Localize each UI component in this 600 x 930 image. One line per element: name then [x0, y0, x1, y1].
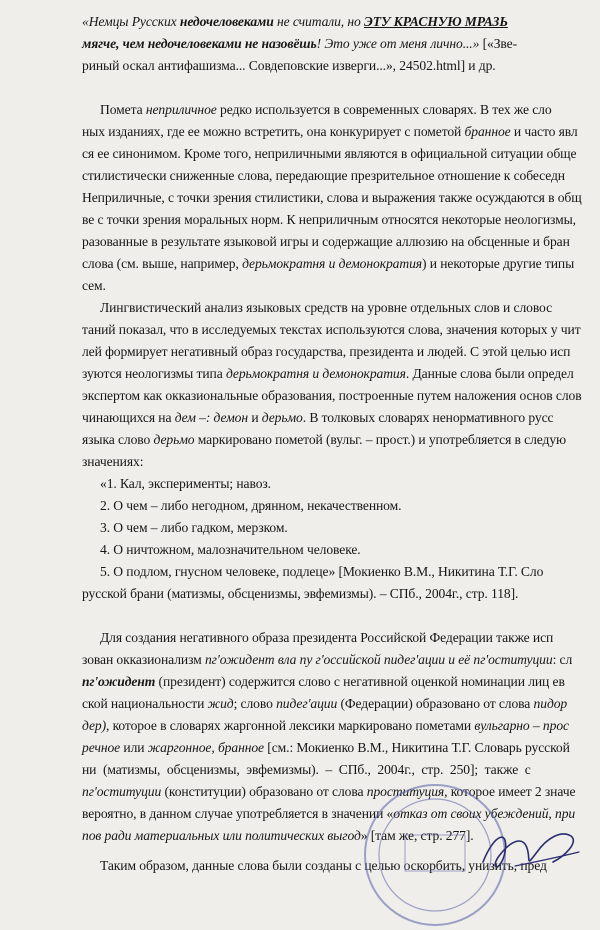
text-line: [0, 254, 600, 274]
text-segment: недочеловеками: [179, 14, 274, 29]
text-segment: ; слово: [233, 696, 277, 711]
text-line: [0, 856, 600, 876]
text-line: [0, 166, 600, 186]
text-segment: [«Зве-: [482, 36, 518, 51]
text-line: [0, 738, 600, 758]
text-segment: пов ради материальных или политических выгод: [82, 828, 361, 843]
text-segment: [см.: Мокиенко В.М., Никитина Т.Г. Словарь русской: [264, 740, 570, 755]
text-line: [0, 584, 600, 604]
text-segment: лей формирует негативный образ государства, президента и людей. С этой целью исп: [82, 344, 571, 359]
text-line: [0, 518, 600, 538]
text-line: [0, 562, 600, 582]
text-segment: вульгарно – прос: [474, 718, 569, 733]
text-segment: стилистически сниженные слова, передающие презрительное отношение к собеседн: [82, 168, 565, 183]
text-segment: (президент) содержится слово с негативной оценкой номинации лиц ев: [155, 674, 565, 689]
text-segment: ся ее синонимом. Кроме того, неприличными являются в официальной ситуации обще: [82, 146, 577, 161]
text-segment: маркировано пометой (вульг. – прост.) и употребляется в следую: [194, 432, 567, 447]
text-segment: проституция: [366, 784, 445, 799]
text-segment: или: [120, 740, 148, 755]
text-segment: неприличное: [145, 102, 217, 117]
text-segment: 2. О чем – либо негодном, дрянном, некачественном.: [100, 498, 402, 513]
text-segment: Таким образом, данные слова были созданы с целью оскорбить, унизить, пред: [100, 858, 547, 873]
text-segment: не считали, но: [273, 14, 365, 29]
text-segment: редко используется в современных словарях. В тех же сло: [216, 102, 552, 117]
text-segment: дерьмократня и демонократия: [225, 366, 406, 381]
text-segment: . Данные слова были определ: [405, 366, 574, 381]
text-line: [0, 650, 600, 670]
text-segment: зован окказионализм: [82, 652, 205, 667]
text-line: [0, 782, 600, 802]
text-segment: вероятно, в данном случае употребляется в значении «: [82, 806, 394, 821]
text-line: [0, 144, 600, 164]
text-segment: «1. Кал, эксперименты; навоз.: [100, 476, 271, 491]
text-segment: ЭТУ КРАСНУЮ МРАЗЬ: [364, 14, 508, 29]
text-segment: : сл: [552, 652, 573, 667]
text-segment: Неприличные, с точки зрения стилистики, слова и выражения также осуждаются в общ: [82, 190, 582, 205]
text-line: [0, 628, 600, 648]
text-segment: риный оскал антифашизма... Совдеповские изверги...», 24502.html] и др.: [82, 58, 496, 73]
text-segment: жаргонное, бранное: [147, 740, 264, 755]
text-segment: пидор: [533, 696, 568, 711]
text-segment: русской брани (матизмы, обсценизмы, эвфемизмы). – СПб., 2004г., стр. 118].: [82, 586, 519, 601]
text-segment: речное: [82, 740, 121, 755]
text-segment: 3. О чем – либо гадком, мерзком.: [100, 520, 288, 535]
text-segment: (конституции) образовано от слова: [161, 784, 367, 799]
text-segment: жид: [207, 696, 234, 711]
text-line: [0, 320, 600, 340]
text-segment: дем –: демон: [174, 410, 249, 425]
text-line: [0, 804, 600, 824]
text-segment: Лингвистический анализ языковых средств на уровне отдельных слов и словос: [100, 300, 553, 315]
text-segment: слова (см. выше, например,: [82, 256, 243, 271]
text-line: [0, 210, 600, 230]
text-line: [0, 540, 600, 560]
text-segment: дерьмократня и демонократия: [242, 256, 423, 271]
text-line: [0, 276, 600, 296]
text-segment: ской национальности: [82, 696, 208, 711]
text-segment: ! Это уже от меня лично...»: [316, 36, 483, 51]
text-segment: дерьмо: [261, 410, 303, 425]
text-segment: ни (матизмы, обсценизмы, эвфемизмы). – СПб., 2004г., стр. 250]; также с: [82, 762, 531, 777]
text-segment: 5. О подлом, гнусном человеке, подлеце» [Мокиенко В.М., Никитина Т.Г. Сло: [100, 564, 544, 579]
text-segment: значениях:: [82, 454, 144, 469]
text-segment: языка слово: [82, 432, 154, 447]
text-segment: ) и некоторые другие типы: [422, 256, 575, 271]
text-line: [0, 364, 600, 384]
text-segment: » [там же, стр. 277].: [360, 828, 474, 843]
text-line: [0, 34, 600, 54]
text-segment: чинающихся на: [82, 410, 175, 425]
text-segment: дерьмо: [153, 432, 195, 447]
text-segment: ве с точки зрения моральных норм. К неприличным относятся некоторые неологизмы,: [82, 212, 576, 227]
text-segment: сем.: [82, 278, 106, 293]
text-segment: пг'ожидент вла пу г'оссийской пидег'ации и её пг'оституции: [204, 652, 553, 667]
text-line: [0, 452, 600, 472]
text-segment: 4. О ничтожном, малозначительном человеке.: [100, 542, 361, 557]
text-segment: экспертом как окказиональные образования, построенные путем наложения основ слов: [82, 388, 582, 403]
text-line: [0, 12, 600, 32]
text-segment: отказ от своих убеждений, при: [393, 806, 576, 821]
text-line: [0, 188, 600, 208]
text-segment: . В толковых словарях ненормативного русс: [302, 410, 554, 425]
text-segment: мягче, чем недочеловеками не назовёшь: [82, 36, 317, 51]
text-segment: таний показал, что в исследуемых текстах используются слова, значения которых у чит: [82, 322, 581, 337]
text-segment: зуются неологизмы типа: [82, 366, 226, 381]
text-segment: и: [248, 410, 262, 425]
text-line: [0, 100, 600, 120]
text-segment: Немцы Русских: [88, 14, 180, 29]
text-line: [0, 496, 600, 516]
text-line: [0, 56, 600, 76]
text-segment: ных изданиях, где ее можно встретить, она конкурирует с пометой: [82, 124, 465, 139]
text-segment: пг'ожидент: [82, 674, 156, 689]
text-line: [0, 826, 600, 846]
text-line: [0, 232, 600, 252]
text-line: [0, 342, 600, 362]
text-line: [0, 474, 600, 494]
text-line: [0, 408, 600, 428]
text-segment: бранное: [464, 124, 511, 139]
text-segment: дер): [82, 718, 106, 733]
text-segment: , которое имеет 2 значе: [444, 784, 576, 799]
text-segment: Для создания негативного образа президента Российской Федерации также исп: [100, 630, 554, 645]
text-segment: «: [82, 14, 89, 29]
text-segment: пг'оституции: [82, 784, 162, 799]
text-line: [0, 672, 600, 692]
text-line: [0, 716, 600, 736]
text-segment: пидег'ации: [276, 696, 338, 711]
text-segment: Помета: [100, 102, 146, 117]
text-line: [0, 430, 600, 450]
text-line: [0, 122, 600, 142]
text-line: [0, 386, 600, 406]
text-line: [0, 298, 600, 318]
text-segment: (Федерации) образовано от слова: [337, 696, 534, 711]
text-line: [0, 694, 600, 714]
text-segment: и часто явл: [510, 124, 578, 139]
text-segment: , которое в словарях жаргонной лексики маркировано пометами: [106, 718, 475, 733]
text-segment: разованные в результате языковой игры и содержащие аллюзию на обсценные и бран: [82, 234, 570, 249]
text-line: [0, 760, 600, 780]
